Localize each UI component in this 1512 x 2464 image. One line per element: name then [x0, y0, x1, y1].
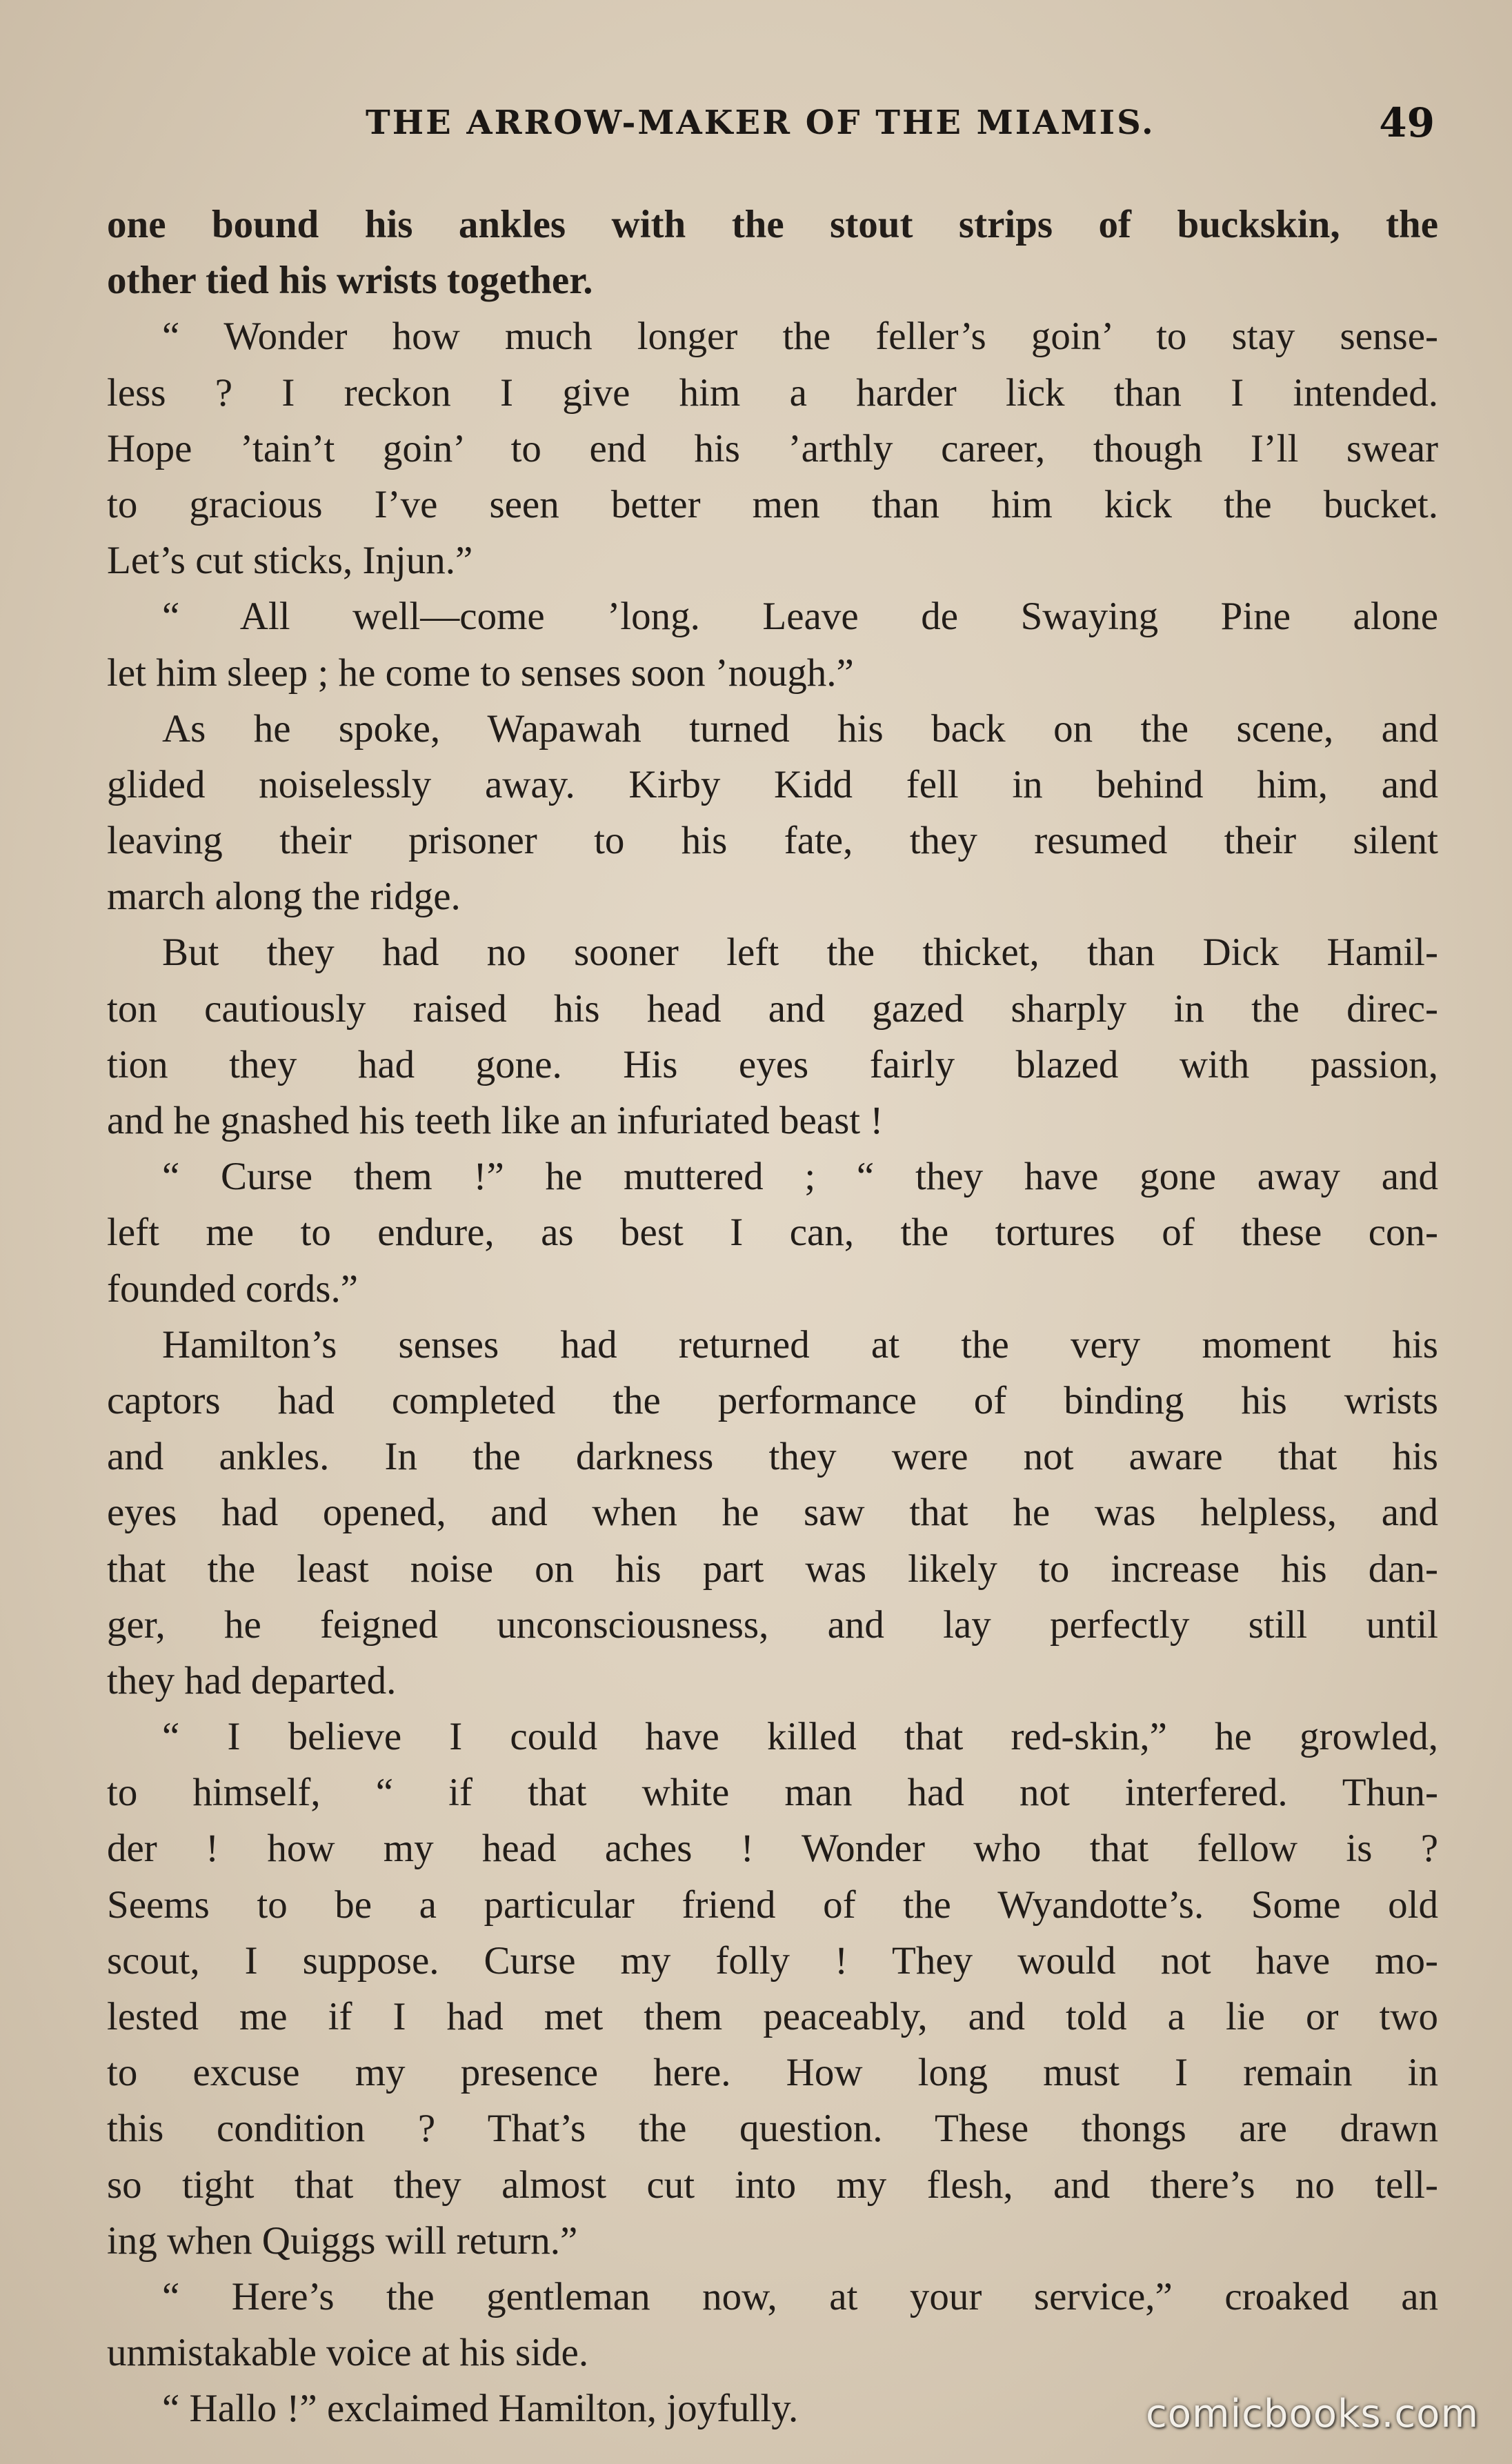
body-text: [107, 197, 1438, 2437]
text-line: and ankles. In the darkness they were not aware that his: [107, 1435, 1438, 1479]
watermark: comicbooks.com: [1145, 2392, 1479, 2436]
text-line: ing when Quiggs will return.”: [107, 2218, 578, 2263]
text-line: Hope ’tain’t goin’ to end his ’arthly career, though I’ll swear: [107, 426, 1438, 470]
text-line: glided noiselessly away. Kirby Kidd fell in behind him, and: [107, 762, 1438, 806]
text-line: other tied his wrists together.: [107, 259, 593, 303]
text-line: to excuse my presence here. How long must I remain in: [107, 2051, 1438, 2095]
text-line: that the least noise on his part was likely to increase his dan-: [107, 1547, 1438, 1591]
text-line: Hamilton’s senses had returned at the very moment his: [162, 1322, 1438, 1367]
text-line: der ! how my head aches ! Wonder who that fellow is ?: [107, 1827, 1438, 1871]
text-line: scout, I suppose. Curse my folly ! They would not have mo-: [107, 1938, 1438, 1983]
text-line: “ I believe I could have killed that red-skin,” he growled,: [162, 1715, 1438, 1759]
text-line: left me to endure, as best I can, the tortures of these con-: [107, 1211, 1438, 1255]
text-line: As he spoke, Wapawah turned his back on the scene, and: [162, 706, 1438, 751]
text-line: “ Curse them !” he muttered ; “ they have gone away and: [162, 1155, 1438, 1199]
page-header: [110, 95, 1435, 150]
text-line: unmistakable voice at his side.: [107, 2331, 589, 2375]
text-line: let him sleep ; he come to senses soon ’nough.”: [107, 650, 854, 695]
text-line: one bound his ankles with the stout strips of buckskin, the: [107, 203, 1438, 246]
text-line: and he gnashed his teeth like an infuriated beast !: [107, 1099, 884, 1142]
text-line: captors had completed the performance of binding his wrists: [107, 1378, 1438, 1422]
running-head: THE ARROW-MAKER OF THE MIAMIS.: [366, 103, 1155, 142]
text-line: “ Wonder how much longer the feller’s goin’ to stay sense-: [162, 315, 1438, 359]
text-line: leaving their prisoner to his fate, they resumed their silent: [107, 819, 1438, 863]
text-line: lested me if I had met them peaceably, and told a lie or two: [107, 1995, 1438, 2038]
text-line: tion they had gone. His eyes fairly blazed with passion,: [107, 1042, 1438, 1086]
text-line: founded cords.”: [107, 1266, 359, 1311]
text-line: Seems to be a particular friend of the Wyandotte’s. Some old: [107, 1882, 1438, 1927]
text-line: “ Hallo !” exclaimed Hamilton, joyfully.: [162, 2387, 799, 2431]
text-line: “ Here’s the gentleman now, at your service,” croaked an: [162, 2274, 1438, 2318]
text-line: ger, he feigned unconsciousness, and lay perfectly still until: [107, 1602, 1438, 1647]
text-line: march along the ridge.: [107, 875, 461, 919]
text-line: eyes had opened, and when he saw that he was helpless, and: [107, 1491, 1438, 1535]
page-number: 49: [1379, 99, 1435, 146]
text-line: to himself, “ if that white man had not interfered. Thun-: [107, 1771, 1438, 1815]
text-line: “ All well—come ’long. Leave de Swaying Pine alone: [162, 595, 1438, 639]
text-line: But they had no sooner left the thicket, than Dick Hamil-: [162, 931, 1438, 975]
text-line: Let’s cut sticks, Injun.”: [107, 539, 473, 583]
text-line: to gracious I’ve seen better men than him kick the bucket.: [107, 482, 1438, 526]
text-line: so tight that they almost cut into my flesh, and there’s no tell-: [107, 2163, 1438, 2207]
text-line: less ? I reckon I give him a harder lick than I intended.: [107, 370, 1438, 415]
text-line: they had departed.: [107, 1658, 397, 1702]
text-line: ton cautiously raised his head and gazed sharply in the direc-: [107, 986, 1438, 1031]
text-line: this condition ? That’s the question. These thongs are drawn: [107, 2107, 1438, 2151]
